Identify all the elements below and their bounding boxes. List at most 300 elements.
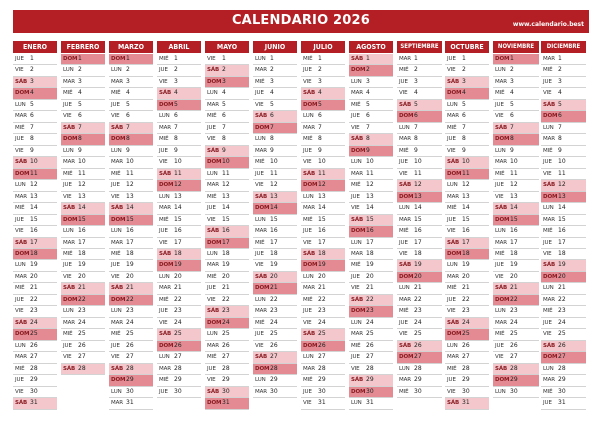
weekday-label: LUN — [255, 136, 266, 143]
weekday-label: SÁB — [207, 67, 220, 74]
day-row — [445, 318, 489, 329]
weekday-label: MIÉ — [495, 170, 505, 177]
day-number: 26 — [78, 341, 86, 349]
weekday-label: DOM — [15, 250, 30, 257]
weekday-label: VIE — [15, 308, 24, 315]
day-row — [493, 215, 539, 226]
weekday-label: VIE — [447, 388, 456, 395]
day-number: 14 — [510, 204, 518, 212]
day-number: 6 — [558, 112, 562, 120]
weekday-label: LUN — [399, 285, 410, 292]
day-row — [205, 238, 249, 249]
weekday-label: JUE — [207, 365, 216, 372]
day-row — [493, 123, 539, 134]
day-row — [109, 398, 153, 409]
day-row — [541, 329, 586, 340]
weekday-label: MIÉ — [303, 56, 313, 62]
day-number: 27 — [318, 353, 326, 361]
day-row — [493, 180, 539, 191]
day-row — [397, 111, 442, 122]
weekday-label: JUE — [399, 159, 408, 166]
weekday-label: LUN — [447, 182, 458, 189]
day-number: 10 — [174, 158, 182, 166]
day-number: 6 — [126, 112, 130, 120]
day-row — [253, 88, 297, 99]
weekday-label: SÁB — [543, 342, 556, 349]
day-number: 27 — [174, 353, 182, 361]
weekday-label: DOM — [255, 365, 270, 372]
day-number: 18 — [414, 249, 422, 257]
day-number: 24 — [510, 318, 518, 326]
day-row — [493, 203, 539, 214]
day-number: 25 — [462, 330, 470, 338]
weekday-label: MAR — [399, 377, 412, 384]
day-number: 25 — [174, 330, 182, 338]
day-row — [253, 192, 297, 203]
day-row — [349, 375, 393, 386]
month-name: JULIO — [301, 41, 345, 53]
day-row — [397, 77, 442, 88]
weekday-label: SÁB — [495, 285, 508, 292]
day-row — [205, 100, 249, 111]
weekday-label: JUE — [159, 308, 168, 315]
weekday-label: LUN — [495, 388, 506, 395]
weekday-label: DOM — [303, 182, 318, 189]
day-row — [253, 364, 297, 375]
day-row — [493, 192, 539, 203]
day-number: 24 — [78, 318, 86, 326]
day-row — [445, 88, 489, 99]
day-number: 6 — [78, 112, 82, 120]
day-row — [445, 77, 489, 88]
weekday-label: DOM — [543, 193, 558, 200]
day-number: 31 — [126, 399, 134, 407]
day-number: 25 — [270, 330, 278, 338]
day-row — [541, 192, 586, 203]
day-number: 8 — [414, 135, 418, 143]
weekday-label: SÁB — [207, 147, 220, 154]
day-row — [301, 65, 345, 76]
day-row — [397, 180, 442, 191]
day-row — [205, 318, 249, 329]
day-number: 6 — [270, 112, 274, 120]
day-row — [205, 272, 249, 283]
weekday-label: DOM — [111, 56, 126, 62]
month-name: DICIEMBRE — [541, 41, 586, 53]
day-number: 7 — [222, 123, 226, 131]
day-row — [541, 260, 586, 271]
day-number: 19 — [78, 261, 86, 269]
day-number: 28 — [126, 364, 134, 372]
day-row — [541, 364, 586, 375]
weekday-label: MIÉ — [399, 308, 409, 315]
weekday-label: MIÉ — [15, 124, 25, 131]
day-number: 28 — [366, 364, 374, 372]
weekday-label: SÁB — [351, 377, 364, 384]
weekday-label: JUE — [543, 319, 552, 326]
day-row — [109, 157, 153, 168]
day-number: 1 — [510, 55, 514, 62]
day-row — [301, 249, 345, 260]
day-row — [13, 88, 57, 99]
weekday-label: MIÉ — [159, 296, 169, 303]
weekday-label: JUE — [447, 377, 456, 384]
day-row — [61, 180, 105, 191]
weekday-label: SÁB — [447, 319, 460, 326]
weekday-label: DOM — [399, 273, 414, 280]
day-number: 20 — [30, 272, 38, 280]
day-row — [109, 341, 153, 352]
day-row — [13, 157, 57, 168]
weekday-label: SÁB — [495, 365, 508, 372]
weekday-label: LUN — [447, 101, 458, 108]
day-row — [205, 364, 249, 375]
day-row — [157, 100, 201, 111]
day-number: 5 — [30, 100, 34, 108]
day-row — [205, 260, 249, 271]
day-row — [253, 146, 297, 157]
day-row — [253, 54, 297, 65]
day-row — [349, 249, 393, 260]
day-list — [541, 54, 586, 410]
day-number: 13 — [126, 192, 134, 200]
day-number: 10 — [318, 158, 326, 166]
day-number: 26 — [462, 341, 470, 349]
day-row — [157, 77, 201, 88]
day-number: 19 — [510, 261, 518, 269]
day-row — [445, 180, 489, 191]
day-number: 30 — [462, 387, 470, 395]
day-row — [109, 192, 153, 203]
day-number: 5 — [126, 100, 130, 108]
day-number: 14 — [462, 204, 470, 212]
day-number: 25 — [510, 330, 518, 338]
day-row — [445, 123, 489, 134]
weekday-label: LUN — [159, 354, 170, 361]
weekday-label: DOM — [495, 216, 510, 223]
day-number: 22 — [558, 295, 566, 303]
weekday-label: DOM — [207, 78, 222, 85]
day-row — [157, 375, 201, 386]
weekday-label: LUN — [15, 101, 26, 108]
day-row — [445, 364, 489, 375]
day-number: 10 — [222, 158, 230, 166]
day-row — [541, 123, 586, 134]
day-number: 13 — [30, 192, 38, 200]
weekday-label: LUN — [495, 147, 506, 154]
day-number: 23 — [270, 307, 278, 315]
day-number: 22 — [126, 295, 134, 303]
day-number: 10 — [126, 158, 134, 166]
day-row — [493, 318, 539, 329]
weekday-label: MAR — [159, 365, 172, 372]
day-row — [397, 123, 442, 134]
weekday-label: LUN — [207, 170, 218, 177]
day-number: 11 — [510, 169, 518, 177]
weekday-label: JUE — [255, 331, 264, 338]
day-row — [301, 329, 345, 340]
day-row — [301, 180, 345, 191]
weekday-label: JUE — [63, 342, 72, 349]
day-row — [253, 65, 297, 76]
day-number: 29 — [222, 376, 230, 384]
day-number: 20 — [270, 272, 278, 280]
weekday-label: VIE — [543, 170, 552, 177]
day-number: 15 — [366, 215, 374, 223]
day-number: 11 — [318, 169, 326, 177]
day-number: 9 — [558, 146, 562, 154]
day-number: 21 — [318, 284, 326, 292]
day-row — [397, 295, 442, 306]
day-row — [397, 387, 442, 398]
day-number: 3 — [78, 77, 82, 85]
weekday-label: MAR — [399, 296, 412, 303]
day-list — [13, 54, 57, 410]
weekday-label: SÁB — [303, 170, 316, 177]
day-number: 19 — [126, 261, 134, 269]
weekday-label: DOM — [255, 205, 270, 212]
day-row — [301, 169, 345, 180]
weekday-label: MAR — [207, 262, 220, 269]
weekday-label: DOM — [303, 101, 318, 108]
day-number: 27 — [510, 353, 518, 361]
day-number: 9 — [126, 146, 130, 154]
day-number: 23 — [78, 307, 86, 315]
day-number: 16 — [366, 227, 374, 235]
weekday-label: SÁB — [15, 319, 28, 326]
day-number: 18 — [510, 249, 518, 257]
weekday-label: MIÉ — [303, 296, 313, 303]
weekday-label: MAR — [447, 113, 460, 120]
weekday-label: SÁB — [111, 285, 124, 292]
day-number: 22 — [222, 295, 230, 303]
day-row — [253, 134, 297, 145]
day-row — [61, 238, 105, 249]
day-number: 5 — [318, 100, 322, 108]
day-row — [109, 65, 153, 76]
day-row — [205, 226, 249, 237]
day-row — [253, 157, 297, 168]
day-number: 21 — [366, 284, 374, 292]
weekday-label: MIÉ — [207, 354, 217, 361]
weekday-label: VIE — [351, 205, 360, 212]
day-row — [493, 65, 539, 76]
day-row — [445, 192, 489, 203]
weekday-label: SÁB — [111, 365, 124, 372]
weekday-label: VIE — [447, 308, 456, 315]
weekday-label: JUE — [159, 147, 168, 154]
weekday-label: JUE — [399, 319, 408, 326]
weekday-label: LUN — [255, 216, 266, 223]
day-row — [445, 238, 489, 249]
weekday-label: DOM — [543, 273, 558, 280]
weekday-label: SÁB — [207, 228, 220, 235]
day-number: 27 — [126, 353, 134, 361]
day-row — [109, 88, 153, 99]
day-number: 30 — [174, 387, 182, 395]
day-row — [397, 249, 442, 260]
weekday-label: JUE — [543, 239, 552, 246]
weekday-label: JUE — [543, 78, 552, 85]
day-number: 4 — [366, 89, 370, 97]
day-number: 28 — [462, 364, 470, 372]
day-number: 13 — [462, 192, 470, 200]
weekday-label: MAR — [351, 170, 364, 177]
weekday-label: JUE — [63, 101, 72, 108]
weekday-label: VIE — [447, 147, 456, 154]
day-number: 20 — [318, 272, 326, 280]
day-row — [157, 157, 201, 168]
weekday-label: VIE — [159, 239, 168, 246]
weekday-label: DOM — [255, 285, 270, 292]
day-number: 8 — [222, 135, 226, 143]
day-row — [445, 65, 489, 76]
weekday-label: MIÉ — [111, 90, 121, 97]
day-list — [157, 54, 201, 398]
weekday-label: JUE — [111, 262, 120, 269]
day-row — [349, 88, 393, 99]
weekday-label: JUE — [207, 124, 216, 131]
day-number: 18 — [30, 249, 38, 257]
day-number: 5 — [174, 100, 178, 108]
day-number: 30 — [222, 387, 230, 395]
weekday-label: SÁB — [63, 285, 76, 292]
page-title: CALENDARIO 2026 — [231, 13, 371, 28]
day-row — [205, 249, 249, 260]
day-number: 2 — [78, 66, 82, 74]
weekday-label: LUN — [63, 228, 74, 235]
day-number: 17 — [222, 238, 230, 246]
weekday-label: MAR — [111, 78, 124, 85]
day-number: 8 — [366, 135, 370, 143]
weekday-label: JUE — [351, 273, 360, 280]
weekday-label: MIÉ — [207, 193, 217, 200]
day-row — [541, 398, 586, 409]
day-row — [397, 65, 442, 76]
weekday-label: DOM — [111, 377, 126, 384]
day-number: 4 — [78, 89, 82, 97]
weekday-label: JUE — [543, 159, 552, 166]
day-row — [493, 341, 539, 352]
weekday-label: LUN — [495, 308, 506, 315]
day-number: 13 — [558, 192, 566, 200]
day-row — [13, 272, 57, 283]
day-row — [61, 146, 105, 157]
day-row — [301, 226, 345, 237]
day-row — [493, 295, 539, 306]
day-row — [109, 364, 153, 375]
day-number: 8 — [78, 135, 82, 143]
day-number: 4 — [30, 89, 34, 97]
day-row — [445, 146, 489, 157]
day-number: 20 — [222, 272, 230, 280]
day-number: 17 — [510, 238, 518, 246]
day-number: 22 — [78, 295, 86, 303]
day-row — [109, 375, 153, 386]
month-column-julio — [301, 41, 345, 410]
day-row — [445, 134, 489, 145]
day-number: 19 — [222, 261, 230, 269]
day-number: 9 — [318, 146, 322, 154]
day-number: 11 — [414, 169, 422, 177]
day-row — [13, 238, 57, 249]
day-number: 18 — [366, 249, 374, 257]
weekday-label: MIÉ — [63, 331, 73, 338]
day-number: 7 — [318, 123, 322, 131]
day-row — [157, 215, 201, 226]
month-column-febrero — [61, 41, 105, 375]
day-row — [493, 111, 539, 122]
day-number: 2 — [222, 66, 226, 74]
weekday-label: DOM — [495, 56, 510, 62]
day-row — [157, 203, 201, 214]
day-number: 2 — [270, 66, 274, 74]
weekday-label: MAR — [303, 124, 316, 131]
day-row — [541, 283, 586, 294]
month-name: NOVIEMBRE — [493, 41, 539, 53]
day-number: 31 — [222, 399, 230, 407]
month-name: JUNIO — [253, 41, 297, 53]
day-row — [301, 295, 345, 306]
day-row — [13, 203, 57, 214]
weekday-label: DOM — [63, 296, 78, 303]
day-row — [397, 238, 442, 249]
day-row — [61, 192, 105, 203]
weekday-label: JUE — [255, 170, 264, 177]
day-number: 3 — [174, 77, 178, 85]
day-number: 23 — [318, 307, 326, 315]
months-grid — [13, 41, 593, 407]
day-row — [13, 364, 57, 375]
day-row — [13, 387, 57, 398]
weekday-label: DOM — [255, 124, 270, 131]
day-row — [61, 215, 105, 226]
weekday-label: LUN — [255, 56, 266, 62]
day-number: 13 — [318, 192, 326, 200]
day-number: 25 — [78, 330, 86, 338]
weekday-label: MIÉ — [255, 319, 265, 326]
weekday-label: VIE — [63, 113, 72, 120]
weekday-label: VIE — [303, 78, 312, 85]
weekday-label: MAR — [207, 101, 220, 108]
day-number: 24 — [318, 318, 326, 326]
weekday-label: LUN — [303, 193, 314, 200]
weekday-label: LUN — [399, 124, 410, 131]
day-number: 11 — [270, 169, 278, 177]
day-row — [253, 238, 297, 249]
weekday-label: VIE — [207, 136, 216, 143]
weekday-label: VIE — [255, 182, 264, 189]
day-row — [109, 260, 153, 271]
weekday-label: SÁB — [351, 296, 364, 303]
day-row — [253, 306, 297, 317]
day-row — [541, 100, 586, 111]
day-number: 24 — [222, 318, 230, 326]
day-row — [541, 111, 586, 122]
day-number: 23 — [462, 307, 470, 315]
day-row — [157, 272, 201, 283]
weekday-label: SÁB — [303, 250, 316, 257]
weekday-label: JUE — [495, 101, 504, 108]
day-row — [61, 283, 105, 294]
weekday-label: MAR — [447, 273, 460, 280]
day-row — [109, 329, 153, 340]
day-row — [445, 203, 489, 214]
day-row — [157, 65, 201, 76]
weekday-label: JUE — [447, 136, 456, 143]
day-row — [397, 341, 442, 352]
weekday-label: MIÉ — [255, 78, 265, 85]
